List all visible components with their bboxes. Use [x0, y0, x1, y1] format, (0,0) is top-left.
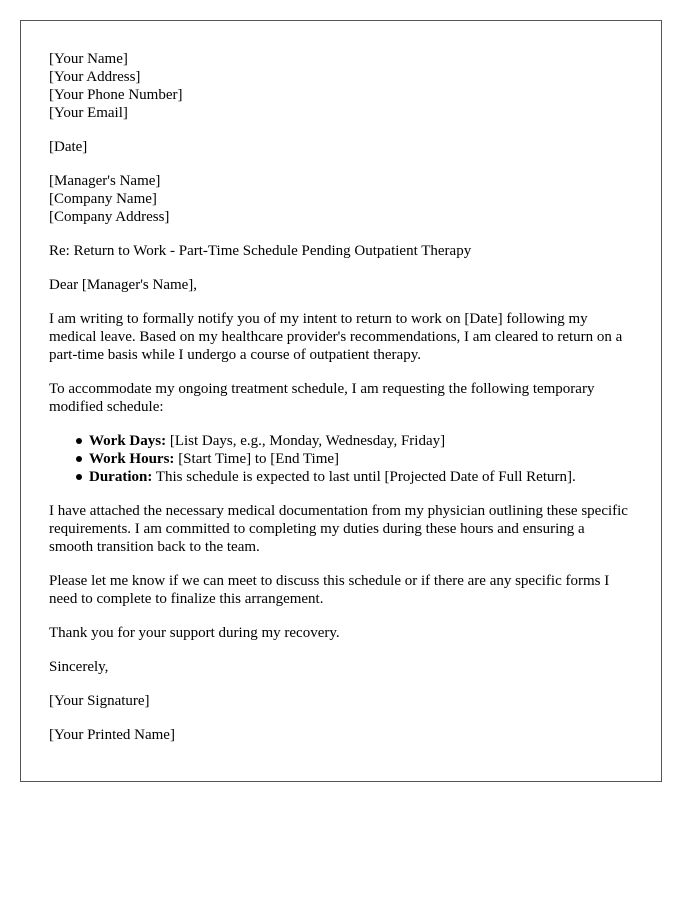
closing: Sincerely, — [49, 659, 109, 675]
recipient-company: [Company Name] — [49, 191, 157, 207]
thanks-paragraph: Thank you for your support during my recovery. — [49, 625, 340, 641]
schedule-label: Work Hours: — [89, 451, 175, 467]
sender-email: [Your Email] — [49, 105, 128, 121]
schedule-value: [List Days, e.g., Monday, Wednesday, Friday] — [166, 433, 446, 449]
recipient-block — [49, 172, 632, 226]
subject-line: Re: Return to Work - Part-Time Schedule Pending Outpatient Therapy — [49, 243, 472, 259]
schedule-item-work-days — [89, 432, 632, 450]
recipient-address: [Company Address] — [49, 209, 170, 225]
schedule-label: Duration: — [89, 469, 153, 485]
sender-name: [Your Name] — [49, 51, 128, 67]
salutation: Dear [Manager's Name], — [49, 277, 198, 293]
sender-block — [49, 50, 632, 122]
documentation-paragraph: I have attached the necessary medical documentation from my physician outlining these specific requirements. I am committed to completing my duties during these hours and ensuring a smooth transition back to the team. — [49, 503, 628, 555]
recipient-name: [Manager's Name] — [49, 173, 161, 189]
schedule-list — [49, 432, 632, 486]
schedule-value: This schedule is expected to last until [Projected Date of Full Return]. — [152, 469, 576, 485]
signature-line: [Your Signature] — [49, 693, 150, 709]
letter-page — [20, 20, 662, 782]
schedule-item-duration — [89, 468, 632, 486]
schedule-value: [Start Time] to [End Time] — [174, 451, 340, 467]
printed-name: [Your Printed Name] — [49, 727, 175, 743]
sender-phone: [Your Phone Number] — [49, 87, 183, 103]
intro-paragraph: I am writing to formally notify you of my intent to return to work on [Date] following my medical leave. Based on my healthcare provider's recommendations, I am cleared to return on a part-time basis while I undergo a course of outpatient therapy. — [49, 311, 623, 363]
request-paragraph: To accommodate my ongoing treatment schedule, I am requesting the following temporary modified schedule: — [49, 381, 595, 415]
sender-address: [Your Address] — [49, 69, 141, 85]
letter-date: [Date] — [49, 139, 88, 155]
meeting-paragraph: Please let me know if we can meet to discuss this schedule or if there are any specific forms I need to complete to finalize this arrangement. — [49, 573, 610, 607]
schedule-item-work-hours — [89, 450, 632, 468]
schedule-label: Work Days: — [89, 433, 167, 449]
